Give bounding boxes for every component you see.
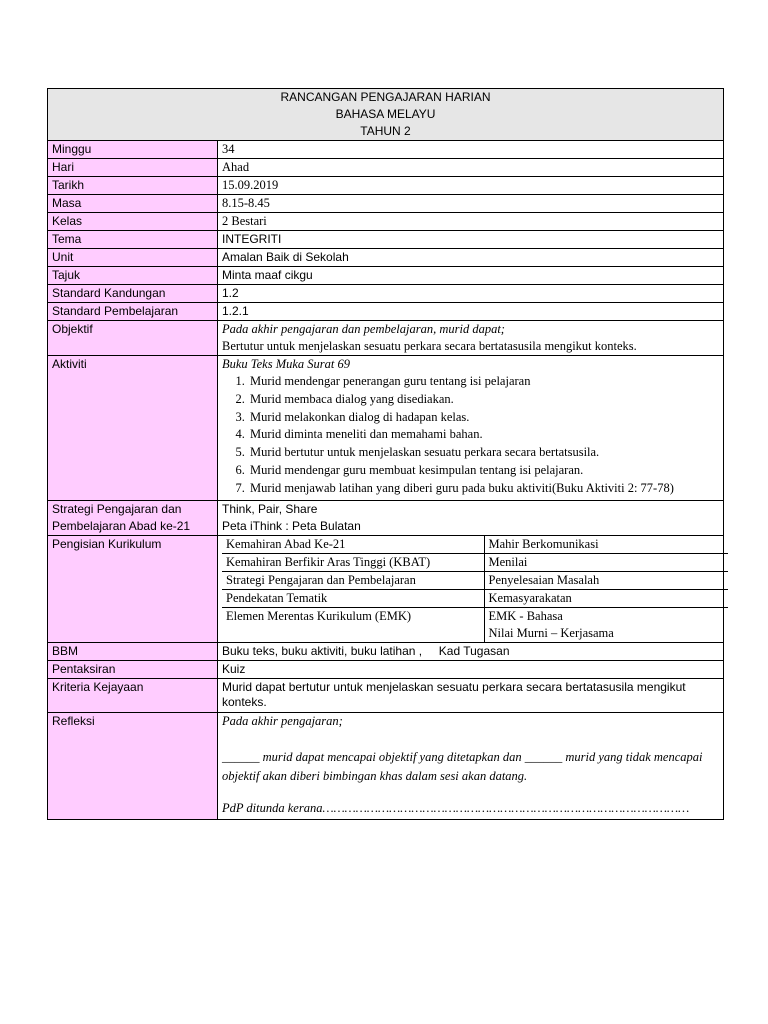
objektif-text: Bertutur untuk menjelaskan sesuatu perkara secara bertatasusila mengikut konteks. [222, 339, 637, 353]
value-masa: 8.15-8.45 [218, 195, 724, 213]
kurikulum-key: Elemen Merentas Kurikulum (EMK) [222, 607, 484, 642]
value-standard-pembelajaran: 1.2.1 [218, 303, 724, 321]
aktiviti-item: 6. Murid mendengar guru membuat kesimpulan tentang isi pelajaran. [248, 462, 719, 480]
row-aktiviti [48, 356, 724, 501]
aktiviti-item: 4. Murid diminta meneliti dan memahami bahan. [248, 426, 719, 444]
kurikulum-key: Pendekatan Tematik [222, 589, 484, 607]
aktiviti-item: 7. Murid menjawab latihan yang diberi guru pada buku aktiviti(Buku Aktiviti 2: 77-78) [248, 480, 719, 498]
aktiviti-intro: Buku Teks Muka Surat 69 [222, 357, 350, 371]
kurikulum-value: Kemasyarakatan [484, 589, 728, 607]
strategi-label-line2: Pembelajaran Abad ke-21 [52, 518, 191, 533]
kurikulum-key: Kemahiran Abad Ke-21 [222, 536, 484, 554]
label-tema: Tema [48, 231, 218, 249]
refleksi-intro: Pada akhir pengajaran; [222, 713, 343, 728]
label-minggu: Minggu [48, 141, 218, 159]
kurikulum-row [222, 571, 728, 589]
value-hari: Ahad [218, 159, 724, 177]
row-masa [48, 195, 724, 213]
lesson-plan-table [47, 88, 724, 820]
row-standard-kandungan [48, 285, 724, 303]
lesson-plan-page [47, 88, 723, 820]
header-year: TAHUN 2 [360, 124, 411, 138]
aktiviti-item: 1. Murid mendengar penerangan guru tentang isi pelajaran [248, 373, 719, 391]
label-aktiviti: Aktiviti [48, 356, 218, 501]
kurikulum-row [222, 536, 728, 554]
label-objektif: Objektif [48, 321, 218, 356]
aktiviti-item: 2. Murid membaca dialog yang disediakan. [248, 391, 719, 409]
aktiviti-list [222, 373, 719, 498]
value-pentaksiran: Kuiz [218, 660, 724, 678]
kurikulum-value-emk: EMK - Bahasa [488, 608, 563, 623]
aktiviti-item: 3. Murid melakonkan dialog di hadapan kelas. [248, 409, 719, 427]
value-tajuk: Minta maaf cikgu [218, 267, 724, 285]
value-pengisian-kurikulum [218, 535, 724, 642]
kurikulum-value-nilai: Nilai Murni – Kerjasama [488, 625, 614, 640]
row-pentaksiran [48, 660, 724, 678]
refleksi-ditunda: PdP ditunda kerana……………………………………………………………………………………… [222, 800, 690, 815]
label-bbm: BBM [48, 642, 218, 660]
kurikulum-value: Mahir Berkomunikasi [484, 536, 728, 554]
value-minggu: 34 [218, 141, 724, 159]
label-masa: Masa [48, 195, 218, 213]
strategi-value-line1: Think, Pair, Share [222, 501, 318, 516]
row-unit [48, 249, 724, 267]
strategi-label-line1: Strategi Pengajaran dan [52, 501, 182, 516]
kurikulum-row [222, 553, 728, 571]
row-hari [48, 159, 724, 177]
kurikulum-key: Strategi Pengajaran dan Pembelajaran [222, 571, 484, 589]
kurikulum-value: Penyelesaian Masalah [484, 571, 728, 589]
value-aktiviti [218, 356, 724, 501]
row-objektif [48, 321, 724, 356]
row-standard-pembelajaran [48, 303, 724, 321]
value-bbm: Buku teks, buku aktiviti, buku latihan , Kad Tugasan [218, 642, 724, 660]
kurikulum-row [222, 607, 728, 642]
kurikulum-row [222, 589, 728, 607]
value-tema: INTEGRITI [218, 231, 724, 249]
row-kriteria-kejayaan [48, 678, 724, 712]
kurikulum-value: Menilai [484, 553, 728, 571]
value-tarikh: 15.09.2019 [218, 177, 724, 195]
label-pengisian-kurikulum: Pengisian Kurikulum [48, 535, 218, 642]
refleksi-objektif: ______ murid dapat mencapai objektif yang ditetapkan dan ______ murid yang tidak mencapai objektif akan diberi bimbingan khas dalam sesi akan datang. [222, 749, 703, 783]
label-hari: Hari [48, 159, 218, 177]
aktiviti-item: 5. Murid bertutur untuk menjelaskan sesuatu perkara secara bertatsusila. [248, 444, 719, 462]
label-standard-kandungan: Standard Kandungan [48, 285, 218, 303]
value-refleksi [218, 712, 724, 819]
row-tarikh [48, 177, 724, 195]
kurikulum-key: Kemahiran Berfikir Aras Tinggi (KBAT) [222, 553, 484, 571]
row-kelas [48, 213, 724, 231]
header-title: RANCANGAN PENGAJARAN HARIAN [280, 90, 491, 104]
kurikulum-value [484, 607, 728, 642]
header-subject: BAHASA MELAYU [335, 107, 436, 121]
label-tajuk: Tajuk [48, 267, 218, 285]
row-strategi [48, 500, 724, 535]
row-bbm [48, 642, 724, 660]
label-tarikh: Tarikh [48, 177, 218, 195]
label-standard-pembelajaran: Standard Pembelajaran [48, 303, 218, 321]
strategi-value-line2: Peta iThink : Peta Bulatan [222, 518, 361, 533]
label-kriteria-kejayaan: Kriteria Kejayaan [48, 678, 218, 712]
value-standard-kandungan: 1.2 [218, 285, 724, 303]
objektif-intro: Pada akhir pengajaran dan pembelajaran, murid dapat; [222, 322, 505, 336]
row-tajuk [48, 267, 724, 285]
kurikulum-table [222, 536, 728, 642]
value-strategi [218, 500, 724, 535]
label-kelas: Kelas [48, 213, 218, 231]
label-refleksi: Refleksi [48, 712, 218, 819]
row-minggu [48, 141, 724, 159]
row-tema [48, 231, 724, 249]
label-unit: Unit [48, 249, 218, 267]
plan-header [48, 89, 724, 141]
label-strategi [48, 500, 218, 535]
row-pengisian-kurikulum [48, 535, 724, 642]
value-kriteria-kejayaan: Murid dapat bertutur untuk menjelaskan sesuatu perkara secara bertatasusila mengikut konteks. [218, 678, 724, 712]
value-kelas: 2 Bestari [218, 213, 724, 231]
value-unit: Amalan Baik di Sekolah [218, 249, 724, 267]
value-objektif [218, 321, 724, 356]
row-refleksi [48, 712, 724, 819]
label-pentaksiran: Pentaksiran [48, 660, 218, 678]
